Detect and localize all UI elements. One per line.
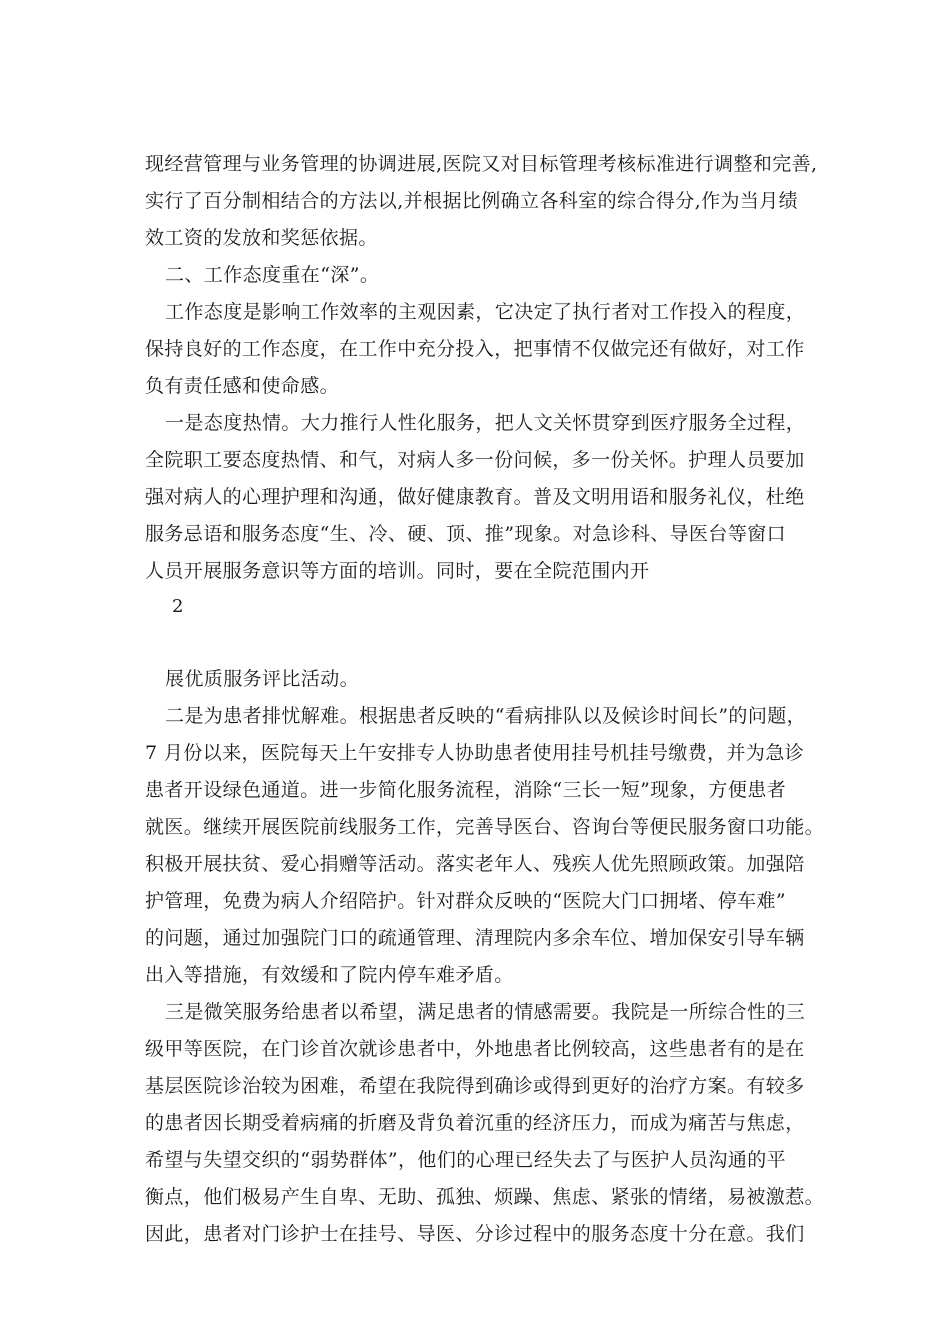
text-line: 人员开展服务意识等方面的培训。同时，要在全院范围内开 <box>145 560 650 582</box>
text-line: 积极开展扶贫、爱心捐赠等活动。落实老年人、残疾人优先照顾政策。加强陪 <box>145 853 805 875</box>
text-line: 因此，患者对门诊护士在挂号、导医、分诊过程中的服务态度十分在意。我们 <box>145 1223 805 1245</box>
section-heading: 二、工作态度重在“深”。 <box>165 264 380 286</box>
text-line: 7 月份以来，医院每天上午安排专人协助患者使用挂号机挂号缴费，并为急诊 <box>145 742 805 764</box>
page-number: 2 <box>172 596 184 617</box>
text-line: 二是为患者排忧解难。根据患者反映的“看病排队以及候诊时间长”的问题， <box>165 705 807 727</box>
text-line: 的问题，通过加强院门口的疏通管理、清理院内多余车位、增加保安引导车辆 <box>145 927 805 949</box>
text-line: 全院职工要态度热情、和气，对病人多一份问候，多一份关怀。护理人员要加 <box>145 449 805 471</box>
text-line: 的患者因长期受着病痛的折磨及背负着沉重的经济压力，而成为痛苦与焦虑， <box>145 1112 805 1134</box>
text-line: 强对病人的心理护理和沟通，做好健康教育。普及文明用语和服务礼仪，杜绝 <box>145 486 805 508</box>
text-line: 现经营管理与业务管理的协调进展,医院又对目标管理考核标准进行调整和完善, <box>145 153 818 175</box>
text-line: 护管理，免费为病人介绍陪护。针对群众反映的“医院大门口拥堵、停车难” <box>145 890 787 912</box>
text-line: 一是态度热情。大力推行人性化服务，把人文关怀贯穿到医疗服务全过程， <box>165 412 806 434</box>
text-line: 就医。继续开展医院前线服务工作，完善导医台、咨询台等便民服务窗口功能。 <box>145 816 825 838</box>
text-line: 级甲等医院，在门诊首次就诊患者中，外地患者比例较高，这些患者有的是在 <box>145 1038 805 1060</box>
text-line: 出入等措施，有效缓和了院内停车难矛盾。 <box>145 964 514 986</box>
text-line: 负有责任感和使命感。 <box>145 375 340 397</box>
text-line: 服务忌语和服务态度“生、冷、硬、顶、推”现象。对急诊科、导医台等窗口 <box>145 523 787 545</box>
text-line: 保持良好的工作态度，在工作中充分投入，把事情不仅做完还有做好，对工作 <box>145 338 805 360</box>
text-line: 基层医院诊治较为困难，希望在我院得到确诊或得到更好的治疗方案。有较多 <box>145 1075 805 1097</box>
text-line: 效工资的发放和奖惩依据。 <box>145 227 378 249</box>
text-line: 展优质服务评比活动。 <box>165 668 360 690</box>
text-line: 三是微笑服务给患者以希望，满足患者的情感需要。我院是一所综合性的三 <box>165 1001 806 1023</box>
text-line: 实行了百分制相结合的方法以,并根据比例确立各科室的综合得分,作为当月绩 <box>145 190 799 212</box>
text-line: 患者开设绿色通道。进一步简化服务流程，消除“三长一短”现象，方便患者 <box>145 779 787 801</box>
text-line: 希望与失望交织的“弱势群体”，他们的心理已经失去了与医护人员沟通的平 <box>145 1149 787 1171</box>
text-line: 衡点，他们极易产生自卑、无助、孤独、烦躁、焦虑、紧张的情绪，易被激惹。 <box>145 1186 825 1208</box>
text-line: 工作态度是影响工作效率的主观因素，它决定了执行者对工作投入的程度， <box>165 301 806 323</box>
